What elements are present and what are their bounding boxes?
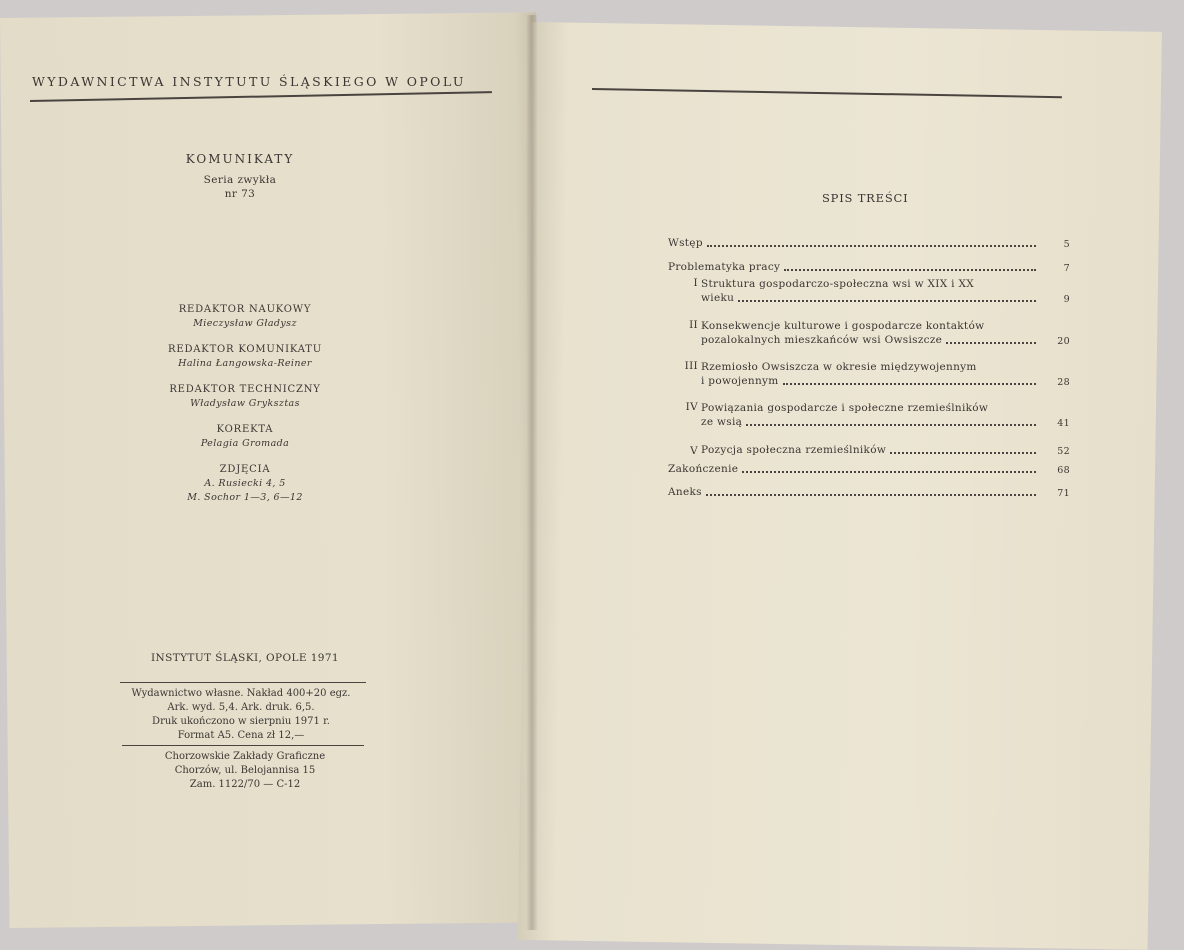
credit-name: M. Sochor 1—3, 6—12 <box>187 492 303 503</box>
toc-page-number: 71 <box>1057 488 1070 499</box>
toc-leader-dots <box>946 342 1036 344</box>
credit-communique-editor <box>140 343 350 371</box>
toc-page-number: 7 <box>1063 263 1070 274</box>
toc-chapter-number: I <box>693 277 698 289</box>
credit-name: Halina Łangowska-Reiner <box>178 358 312 369</box>
printer-line: Zam. 1122/70 — C-12 <box>189 779 301 790</box>
toc-page-number: 52 <box>1057 446 1070 457</box>
toc-chapter-number: V <box>690 445 698 457</box>
toc-entry-chapter-5 <box>668 443 1070 457</box>
edition-line: Ark. wyd. 5,4. Ark. druk. 6,5. <box>167 702 315 713</box>
toc-entry-last-line <box>701 374 1046 388</box>
credit-role: KOREKTA <box>216 424 274 435</box>
toc-chapter-number: IV <box>685 401 698 413</box>
toc-leader-dots <box>784 269 1036 271</box>
series-title: KOMUNIKATY <box>185 152 295 166</box>
credit-proofreading <box>140 423 350 451</box>
toc-leader-dots <box>746 424 1036 426</box>
toc-entry-line: ze wsią <box>701 416 743 428</box>
toc-page-number: 9 <box>1063 294 1070 305</box>
toc-entry-label: Wstęp <box>668 237 703 249</box>
toc-entry-label: Problematyka pracy <box>668 261 781 273</box>
toc-entry-appendix <box>668 485 1070 499</box>
toc-leader-dots <box>890 452 1036 454</box>
toc-entry-chapter-4 <box>668 401 1070 429</box>
toc-entry-label: Pozycja społeczna rzemieślników <box>701 444 887 456</box>
toc-entry-line: pozalokalnych mieszkańców wsi Owsiszcze <box>701 334 943 346</box>
toc-entry-last-line <box>701 333 1046 347</box>
book-gutter <box>526 15 538 930</box>
toc-page-number: 28 <box>1057 377 1070 388</box>
credit-name: A. Rusiecki 4, 5 <box>204 478 286 489</box>
toc-entry-text <box>701 319 1046 347</box>
edition-line: Format A5. Cena zł 12,— <box>177 730 305 741</box>
credit-scientific-editor <box>140 303 350 331</box>
edition-block <box>110 687 372 743</box>
imprint-rule <box>120 682 366 683</box>
toc-entry-line: Konsekwencje kulturowe i gospodarcze kontaktów <box>701 320 985 332</box>
credit-photos <box>140 463 350 505</box>
printer-block <box>120 750 370 792</box>
toc-entry-line: Struktura gospodarczo-społeczna wsi w XIX i XX <box>701 278 975 290</box>
imprint-line: INSTYTUT ŚLĄSKI, OPOLE 1971 <box>150 652 340 664</box>
toc-entry-line: wieku <box>701 292 735 304</box>
toc-entry-label: Aneks <box>668 486 702 498</box>
edition-line: Wydawnictwo własne. Nakład 400+20 egz. <box>131 688 351 699</box>
toc-entry-last-line <box>701 415 1046 429</box>
series-block <box>150 150 330 201</box>
credit-role: REDAKTOR TECHNICZNY <box>169 384 321 395</box>
toc-leader-dots <box>738 300 1036 302</box>
toc-entry-research-problem <box>668 260 1070 274</box>
toc-page-number: 20 <box>1057 336 1070 347</box>
toc-entry-chapter-2 <box>668 319 1070 347</box>
credit-name: Mieczysław Gładysz <box>193 318 297 329</box>
toc-chapter-number: II <box>689 319 698 331</box>
toc-leader-dots <box>706 494 1036 496</box>
toc-entry-text <box>701 360 1046 388</box>
toc-leader-dots <box>707 245 1036 247</box>
toc-entry-conclusion <box>668 462 1070 476</box>
toc-entry-chapter-3 <box>668 360 1070 388</box>
credit-role: REDAKTOR NAUKOWY <box>178 304 312 315</box>
printer-rule <box>122 745 364 746</box>
printer-line: Chorzowskie Zakłady Graficzne <box>164 751 326 762</box>
credit-name: Władysław Gryksztas <box>190 398 300 409</box>
toc-entry-line: Powiązania gospodarcze i społeczne rzemieślników <box>701 402 989 414</box>
credit-role: REDAKTOR KOMUNIKATU <box>168 344 322 355</box>
toc-entry-line: Rzemiosło Owsiszcza w okresie międzywojennym <box>701 361 977 373</box>
toc-entry-text <box>701 401 1046 429</box>
credits-block <box>140 303 350 505</box>
toc-leader-dots <box>742 471 1036 473</box>
toc-chapter-number: III <box>684 360 698 372</box>
toc-entry-chapter-1 <box>668 277 1070 305</box>
toc-entry-introduction <box>668 236 1070 250</box>
toc-entry-last-line <box>701 291 1046 305</box>
toc-page-number: 68 <box>1057 465 1070 476</box>
toc-entry-label: Zakończenie <box>668 463 739 475</box>
toc-entry-text <box>701 277 1046 305</box>
credit-technical-editor <box>140 383 350 411</box>
publisher-header: WYDAWNICTWA INSTYTUTU ŚLĄSKIEGO W OPOLU <box>32 74 466 89</box>
series-number: nr 73 <box>224 188 256 200</box>
edition-line: Druk ukończono w sierpniu 1971 r. <box>152 716 330 727</box>
toc-page-number: 5 <box>1063 239 1070 250</box>
printer-line: Chorzów, ul. Belojannisa 15 <box>174 765 316 776</box>
series-subtitle: Seria zwykła <box>203 174 277 186</box>
toc-page-number: 41 <box>1057 418 1070 429</box>
toc-entry-line: i powojennym <box>701 375 779 387</box>
credit-name: Pelagia Gromada <box>200 438 290 449</box>
toc-leader-dots <box>783 383 1036 385</box>
credit-role: ZDJĘCIA <box>219 464 271 475</box>
toc-title: SPIS TREŚCI <box>822 191 909 205</box>
